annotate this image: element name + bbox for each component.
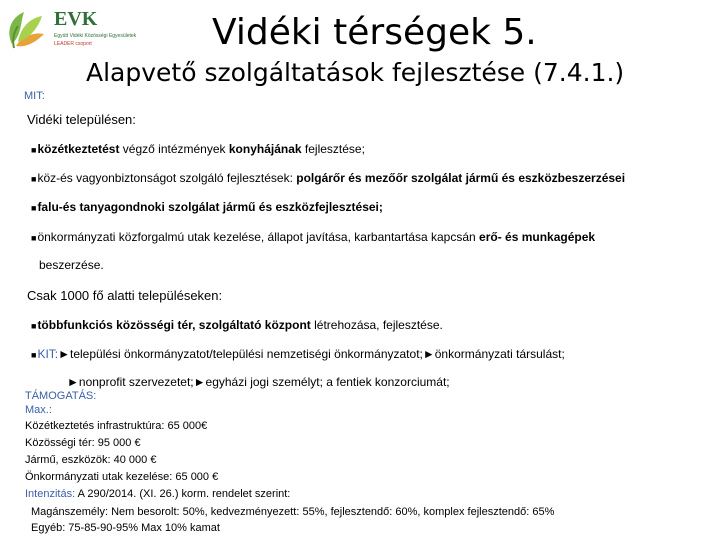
page-subtitle: Alapvető szolgáltatások fejlesztése (7.4.1.)	[86, 58, 625, 87]
triangle-right-icon: ►	[193, 375, 206, 389]
support-line: Jármű, eszközök: 40 000 €	[25, 454, 157, 466]
leaf-logo-icon	[2, 6, 50, 54]
support-line: Közösségi tér: 95 000 €	[25, 437, 141, 449]
bullet-square-icon: ■	[31, 350, 37, 360]
support-label: TÁMOGATÁS:	[25, 390, 97, 402]
bullet-square-icon: ■	[31, 203, 37, 213]
bullet-square-icon: ■	[31, 321, 37, 331]
support-line: Közétkeztetés infrastruktúra: 65 000€	[25, 420, 208, 432]
rural-heading: Vidéki településen:	[27, 112, 136, 127]
list-item: ■közétkeztetést végző intézmények konyhájának fejlesztése;	[31, 142, 365, 156]
kit-row-2: ►nonprofit szervezetet;►egyházi jogi személyt; a fentiek konzorciumát;	[67, 375, 450, 389]
support-line: Önkormányzati utak kezelése: 65 000 €	[25, 471, 219, 483]
kit-row: ■KIT:►települési önkormányzatot/települési nemzetiségi önkormányzatot;►önkormányzati társulást;	[31, 347, 565, 361]
triangle-right-icon: ►	[422, 347, 435, 361]
max-label: Max.:	[25, 404, 52, 416]
logo-name: EVK	[54, 8, 98, 30]
kit-label: KIT:	[37, 347, 59, 361]
list-item: ■többfunkciós közösségi tér, szolgáltató központ létrehozása, fejlesztése.	[31, 318, 443, 332]
list-item-continuation: beszerzése.	[39, 258, 104, 272]
bullet-square-icon: ■	[31, 174, 37, 184]
list-item: ■köz-és vagyonbiztonságot szolgáló fejlesztések: polgárőr és mezőőr szolgálat jármű és eszközbeszerzései	[31, 171, 626, 185]
list-item: ■falu-és tanyagondnoki szolgálat jármű és eszközfejlesztései;	[31, 200, 383, 214]
bullet-square-icon: ■	[31, 145, 37, 155]
other-rates: Egyéb: 75-85-90-95% Max 10% kamat	[31, 522, 220, 534]
page-title: Vidéki térségek 5.	[212, 12, 537, 53]
list-item: ■önkormányzati közforgalmú utak kezelése, állapot javítása, karbantartása kapcsán erő- és munkagépek	[31, 230, 596, 244]
small-settlements-heading: Csak 1000 fő alatti településeken:	[27, 288, 223, 303]
logo-line1: Együtt Vidéki Közösségi Egyesületek	[54, 33, 137, 39]
triangle-right-icon: ►	[58, 347, 70, 361]
intensity-label: Intenzitás:	[25, 488, 76, 500]
evk-logo	[2, 6, 152, 54]
private-person-rates: Magánszemély: Nem besorolt: 50%, kedvezményezett: 55%, fejlesztendő: 60%, komplex fejlesztendő: 65%	[31, 506, 555, 518]
intensity-line: Intenzitás: A 290/2014. (XI. 26.) korm. rendelet szerint:	[25, 488, 291, 500]
logo-line2: LEADER csoport	[54, 41, 92, 47]
triangle-right-icon: ►	[67, 375, 79, 389]
mit-label: MIT:	[24, 90, 45, 102]
bullet-square-icon: ■	[31, 233, 37, 243]
